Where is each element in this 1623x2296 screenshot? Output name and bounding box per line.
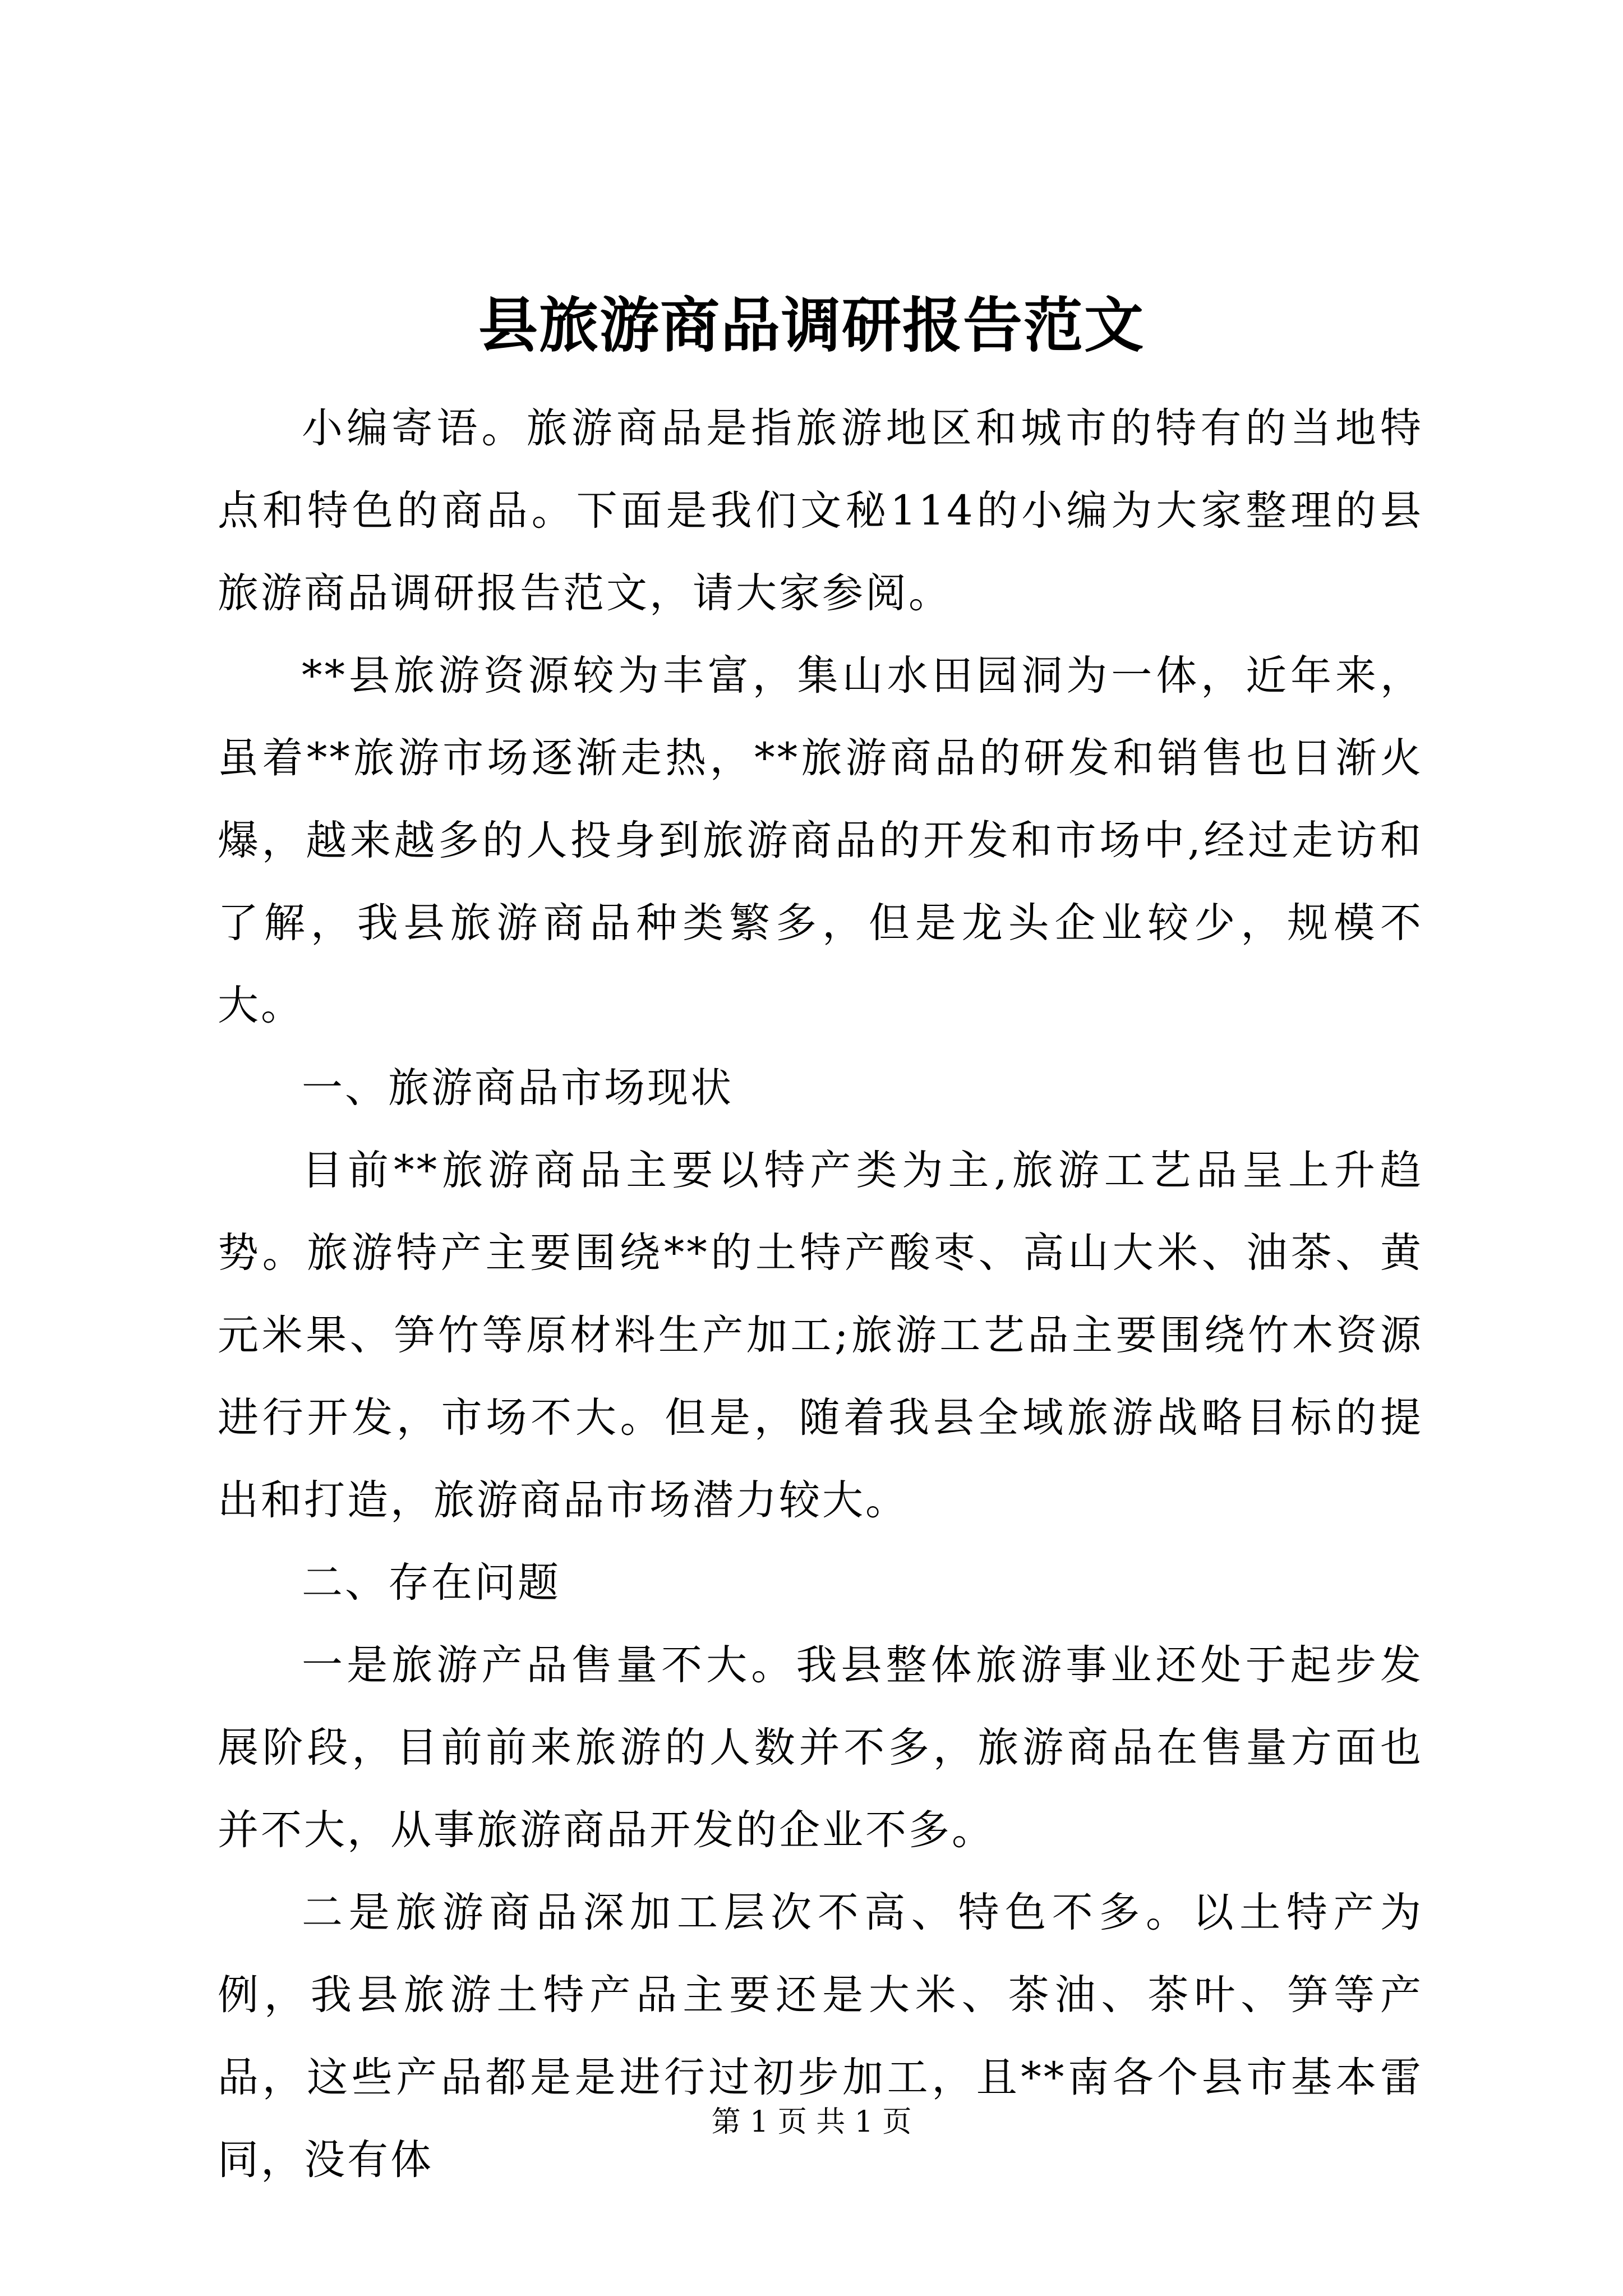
paragraph-market-status: 目前**旅游商品主要以特产类为主,旅游工艺品呈上升趋势。旅游特产主要围绕**的土特产酸枣、高山大米、油茶、黄元米果、笋竹等原材料生产加工;旅游工艺品主要围绕竹木资源进行开发，市场不大。但是，随着我县全域旅游战略目标的提出和打造，旅游商品市场潜力较大。 xyxy=(218,1147,1423,1524)
paragraph-problem-1: 一是旅游产品售量不大。我县整体旅游事业还处于起步发展阶段，目前前来旅游的人数并不多，旅游商品在售量方面也并不大，从事旅游商品开发的企业不多。 xyxy=(218,1641,1423,1854)
page-footer: 第 1 页 共 1 页 xyxy=(711,2105,912,2139)
paragraph-problem-2: 二是旅游商品深加工层次不高、特色不多。以土特产为例，我县旅游土特产品主要还是大米、茶油、茶叶、笋等产品，这些产品都是是进行过初步加工，且**南各个县市基本雷同，没有体 xyxy=(218,1889,1423,2184)
paragraph-overview: **县旅游资源较为丰富，集山水田园洞为一体，近年来，虽着**旅游市场逐渐走热，**旅游商品的研发和销售也日渐火爆，越来越多的人投身到旅游商品的开发和市场中,经过走访和了解，我县旅游商品种类繁多，但是龙头企业较少，规模不大。 xyxy=(218,652,1423,1029)
section-heading-1: 一、旅游商品市场现状 xyxy=(302,1064,734,1112)
document-body xyxy=(218,387,1423,2201)
document-title: 县旅游商品调研报告范文 xyxy=(478,290,1145,360)
paragraph-intro: 小编寄语。旅游商品是指旅游地区和城市的特有的当地特点和特色的商品。下面是我们文秘114的小编为大家整理的县旅游商品调研报告范文，请大家参阅。 xyxy=(218,404,1423,617)
section-heading-2: 二、存在问题 xyxy=(302,1559,561,1607)
